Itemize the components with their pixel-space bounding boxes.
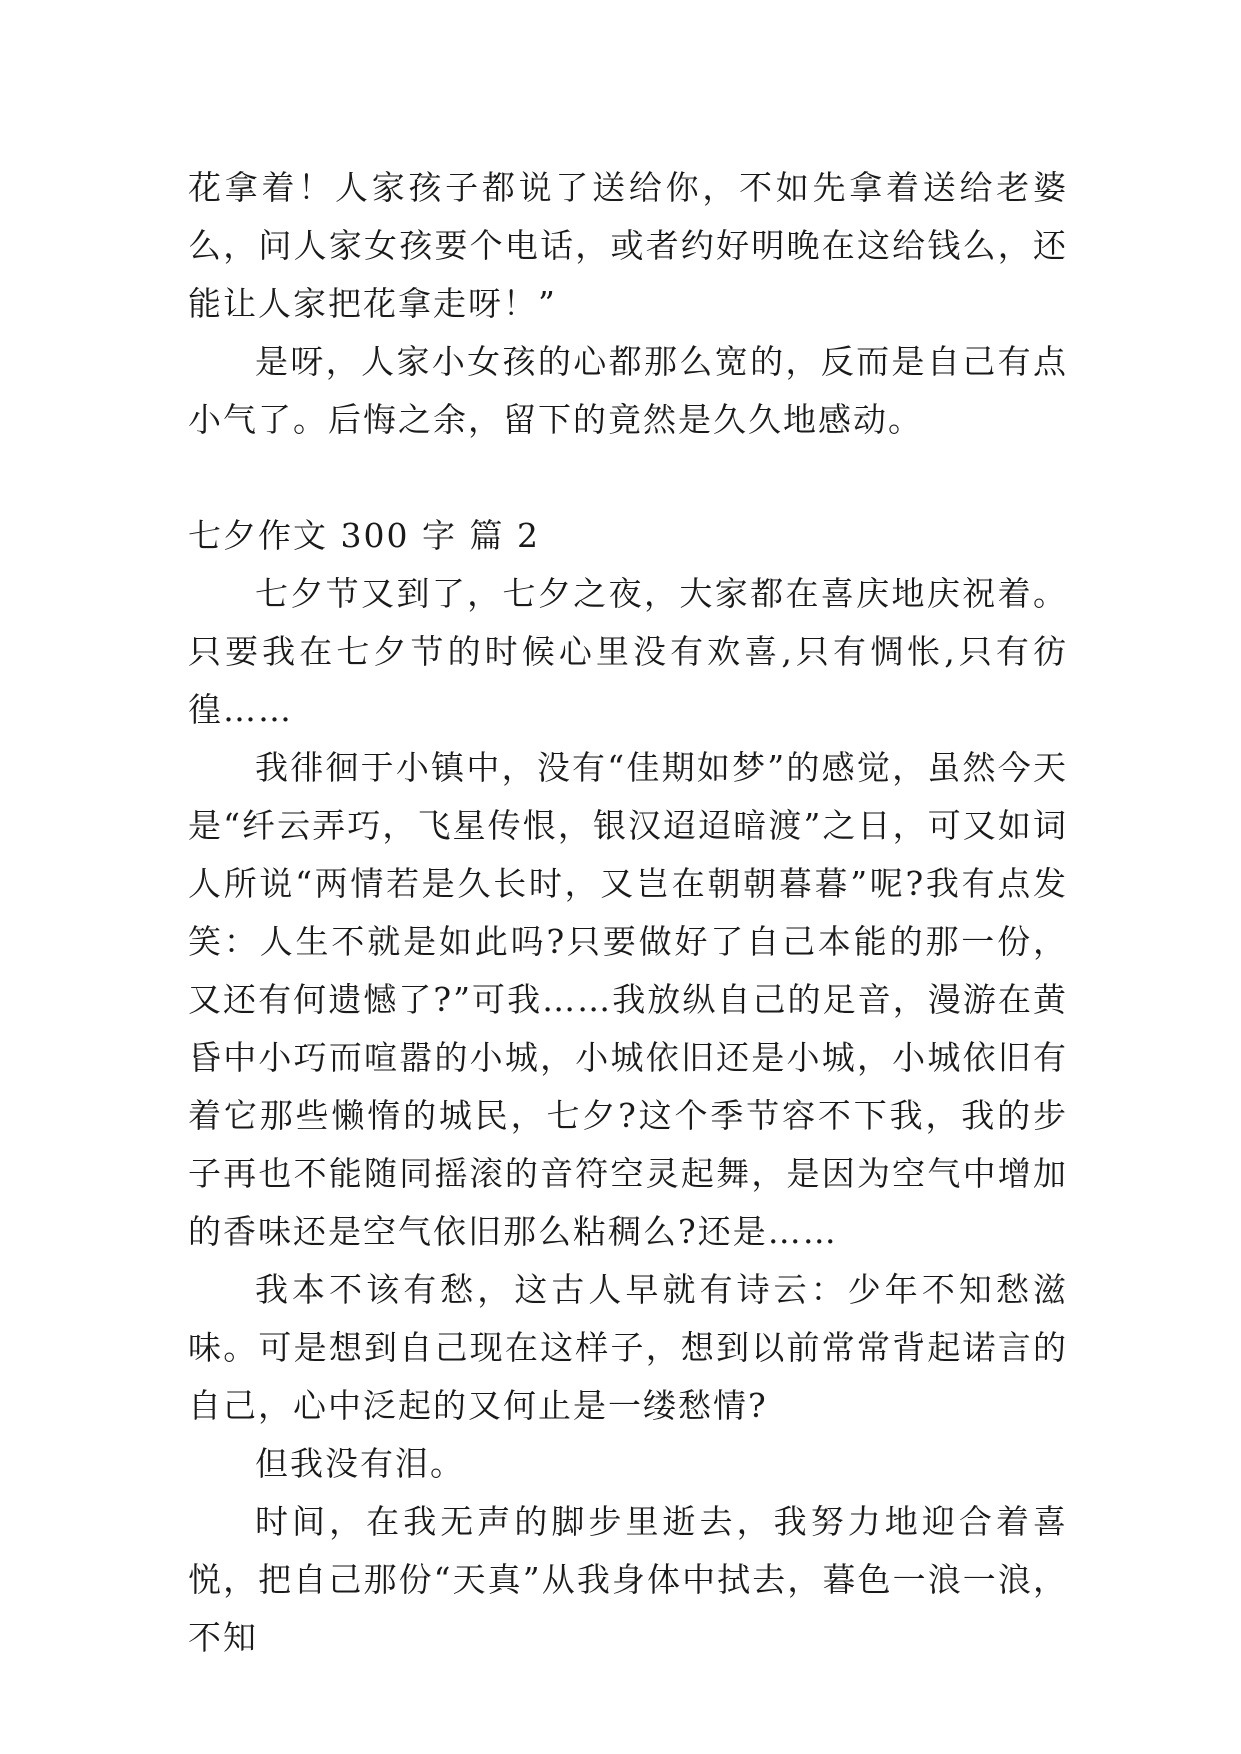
- paragraph: 我徘徊于小镇中，没有“佳期如梦”的感觉，虽然今天是“纤云弄巧，飞星传恨，银汉迢迢暗渡”之日，可又如词人所说“两情若是久长时，又岂在朝朝暮暮”呢?我有点发笑：人生不就是如此吗?只要做好了自己本能的那一份，又还有何遗憾了?”可我……我放纵自己的足音，漫游在黄昏中小巧而喧嚣的小城，小城依旧还是小城，小城依旧有着它那些懒惰的城民，七夕?这个季节容不下我，我的步子再也不能随同摇滚的音符空灵起舞，是因为空气中增加的香味还是空气依旧那么粘稠么?还是……: [188, 748, 1068, 1251]
- section-heading: 七夕作文 300 字 篇 2: [188, 516, 540, 555]
- document-body: [188, 159, 1068, 1667]
- paragraph: 七夕节又到了，七夕之夜，大家都在喜庆地庆祝着。只要我在七夕节的时候心里没有欢喜,只有惆怅,只有彷徨……: [188, 574, 1068, 729]
- paragraph: 我本不该有愁，这古人早就有诗云：少年不知愁滋味。可是想到自己现在这样子，想到以前常常背起诺言的自己，心中泛起的又何止是一缕愁情?: [188, 1270, 1068, 1425]
- section-essay-2: [188, 507, 1068, 1667]
- paragraph: 但我没有泪。: [255, 1444, 465, 1483]
- paragraph: 时间，在我无声的脚步里逝去，我努力地迎合着喜悦，把自己那份“天真”从我身体中拭去，暮色一浪一浪，不知: [188, 1502, 1068, 1657]
- paragraph-continuation: 花拿着！人家孩子都说了送给你，不如先拿着送给老婆么，问人家女孩要个电话，或者约好明晚在这给钱么，还能让人家把花拿走呀！”: [188, 168, 1068, 323]
- paragraph: 是呀，人家小女孩的心都那么宽的，反而是自己有点小气了。后悔之余，留下的竟然是久久地感动。: [188, 342, 1068, 439]
